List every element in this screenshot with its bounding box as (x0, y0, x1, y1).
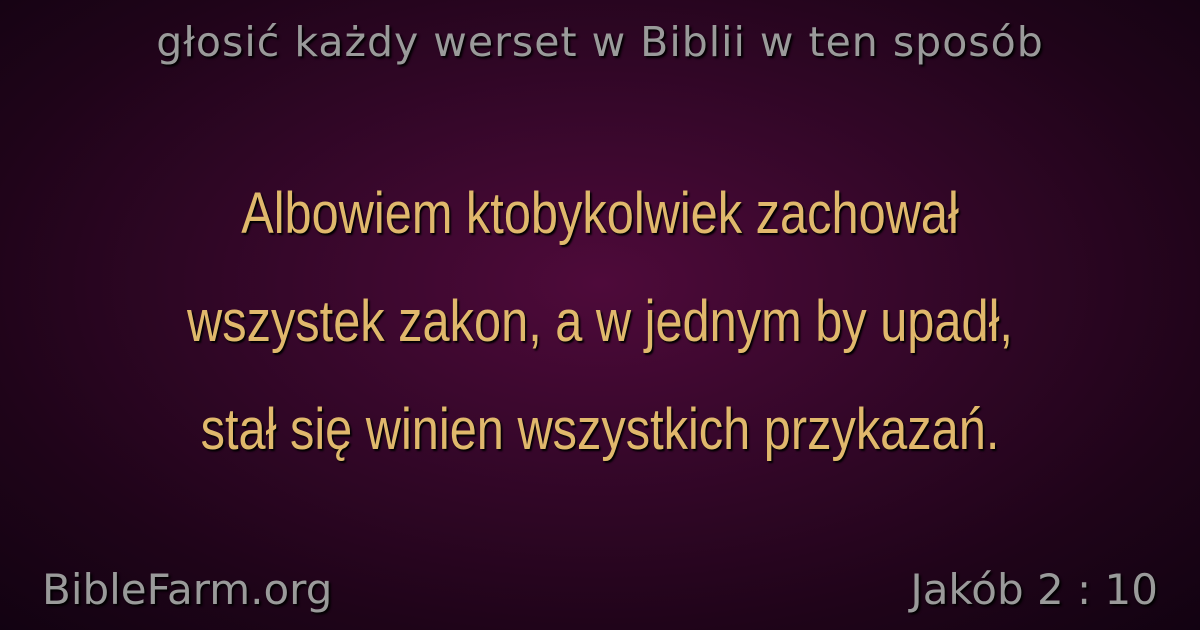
verse-reference: Jakób 2 : 10 (910, 565, 1158, 614)
tagline: głosić każdy werset w Biblii w ten sposób (156, 18, 1044, 66)
site-name: BibleFarm.org (42, 565, 333, 614)
verse-line: stał się winien wszystkich przykazań. (200, 397, 1000, 462)
verse-line: Albowiem ktobykolwiek zachował (241, 181, 959, 246)
verse-line: wszystek zakon, a w jednym by upadł, (187, 289, 1013, 354)
verse-text (130, 160, 1071, 484)
